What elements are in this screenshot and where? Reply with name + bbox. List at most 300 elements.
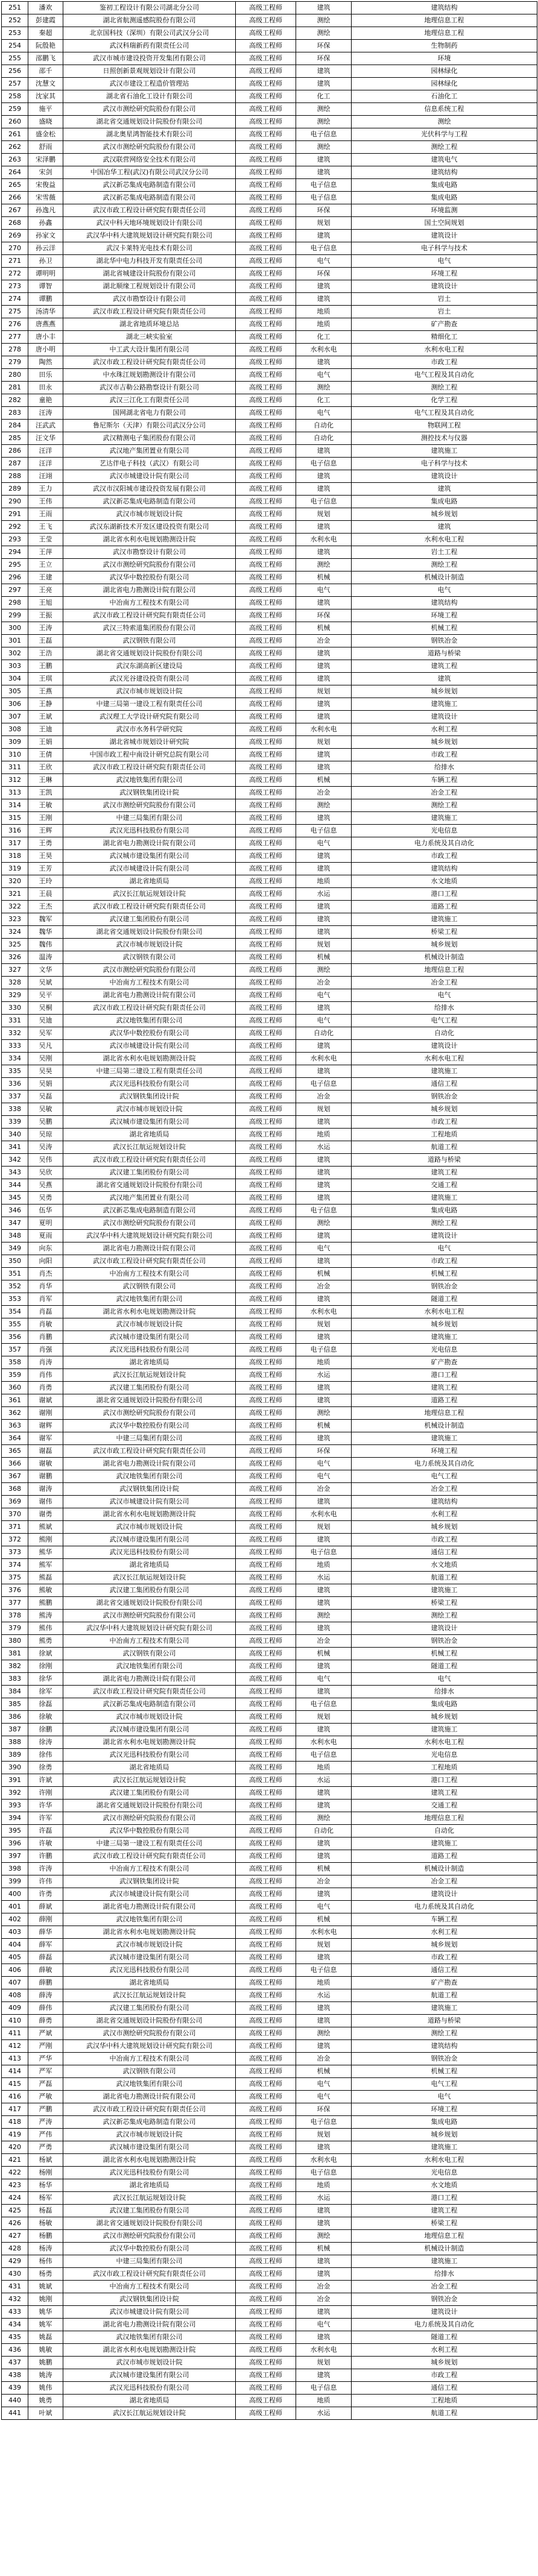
name-cell: 姚敏 xyxy=(28,2344,63,2357)
organization-cell: 武汉长江航运规划设计院 xyxy=(63,1774,236,1787)
category-cell: 建筑 xyxy=(296,78,352,90)
major-cell: 国土空间规划 xyxy=(352,217,537,230)
major-cell: 建筑施工 xyxy=(352,2255,537,2268)
serial-number-cell: 412 xyxy=(2,2040,28,2053)
organization-cell: 湖北省水利水电规划勘测设计院 xyxy=(63,1926,236,1939)
major-cell: 环境 xyxy=(352,52,537,65)
name-cell: 夏明 xyxy=(28,1217,63,1230)
major-cell: 集成电路 xyxy=(352,192,537,204)
organization-cell: 中水珠江规划勘测设计有限公司 xyxy=(63,369,236,382)
name-cell: 严刚 xyxy=(28,2040,63,2053)
serial-number-cell: 286 xyxy=(2,445,28,458)
organization-cell: 湖北华中电力科技开发有限责任公司 xyxy=(63,255,236,268)
table-row xyxy=(2,2306,537,2319)
serial-number-cell: 297 xyxy=(2,584,28,597)
major-cell: 电力系统及其自动化 xyxy=(352,837,537,850)
organization-cell: 武汉市城市规划设计院 xyxy=(63,1318,236,1331)
serial-number-cell: 282 xyxy=(2,394,28,407)
serial-number-cell: 343 xyxy=(2,1167,28,1179)
title-cell: 高级工程师 xyxy=(236,1154,296,1167)
major-cell: 水利水电工程 xyxy=(352,1306,537,1318)
category-cell: 建筑 xyxy=(296,65,352,78)
category-cell: 自动化 xyxy=(296,432,352,445)
major-cell: 工程地质 xyxy=(352,2395,537,2407)
title-cell: 高级工程师 xyxy=(236,1205,296,1217)
category-cell: 建筑 xyxy=(296,356,352,369)
table-row xyxy=(2,1838,537,1850)
title-cell: 高级工程师 xyxy=(236,1394,296,1407)
category-cell: 水利水电 xyxy=(296,1306,352,1318)
title-cell: 高级工程师 xyxy=(236,2192,296,2205)
name-cell: 汪文华 xyxy=(28,432,63,445)
major-cell: 测控技术与仪器 xyxy=(352,432,537,445)
organization-cell: 武汉市勘察设计有限公司 xyxy=(63,293,236,306)
name-cell: 田永 xyxy=(28,382,63,394)
name-cell: 肖磊 xyxy=(28,1306,63,1318)
table-row xyxy=(2,2331,537,2344)
name-cell: 潘欢 xyxy=(28,2,63,14)
organization-cell: 武汉市测绘研究院股份有限公司 xyxy=(63,103,236,116)
category-cell: 电气 xyxy=(296,407,352,420)
table-row xyxy=(2,951,537,964)
category-cell: 建筑 xyxy=(296,1331,352,1344)
organization-cell: 武汉市测绘研究院股份有限公司 xyxy=(63,2230,236,2243)
table-row xyxy=(2,572,537,584)
major-cell: 电气 xyxy=(352,2091,537,2103)
category-cell: 建筑 xyxy=(296,230,352,242)
major-cell: 建筑施工 xyxy=(352,913,537,926)
category-cell: 建筑 xyxy=(296,1724,352,1736)
title-cell: 高级工程师 xyxy=(236,2382,296,2395)
name-cell: 许刚 xyxy=(28,1787,63,1800)
name-cell: 许鹏 xyxy=(28,1850,63,1863)
major-cell: 水利水电工程 xyxy=(352,534,537,546)
table-row xyxy=(2,2091,537,2103)
table-row xyxy=(2,2027,537,2040)
serial-number-cell: 266 xyxy=(2,192,28,204)
organization-cell: 湖北省地质局 xyxy=(63,1977,236,1989)
name-cell: 邵鹏飞 xyxy=(28,52,63,65)
serial-number-cell: 354 xyxy=(2,1306,28,1318)
title-cell: 高级工程师 xyxy=(236,546,296,559)
major-cell: 桥梁工程 xyxy=(352,1597,537,1610)
serial-number-cell: 415 xyxy=(2,2078,28,2091)
organization-cell: 武汉东湖新技术开发区建设投资有限公司 xyxy=(63,521,236,534)
category-cell: 建筑 xyxy=(296,1179,352,1192)
title-cell: 高级工程师 xyxy=(236,166,296,179)
organization-cell: 武汉市政工程设计研究院有限责任公司 xyxy=(63,306,236,318)
serial-number-cell: 263 xyxy=(2,154,28,166)
serial-number-cell: 369 xyxy=(2,1496,28,1508)
major-cell: 建筑设计 xyxy=(352,470,537,483)
name-cell: 谢辉 xyxy=(28,1420,63,1432)
category-cell: 规划 xyxy=(296,1521,352,1534)
serial-number-cell: 262 xyxy=(2,141,28,154)
name-cell: 许磊 xyxy=(28,1825,63,1838)
title-cell: 高级工程师 xyxy=(236,458,296,470)
table-row xyxy=(2,331,537,344)
organization-cell: 武汉钢铁有限公司 xyxy=(63,951,236,964)
title-cell: 高级工程师 xyxy=(236,1369,296,1382)
category-cell: 电气 xyxy=(296,1458,352,1470)
roster-table-body xyxy=(2,2,537,2420)
table-row xyxy=(2,2268,537,2281)
category-cell: 环保 xyxy=(296,609,352,622)
title-cell: 高级工程师 xyxy=(236,1255,296,1268)
table-row xyxy=(2,1470,537,1483)
table-row xyxy=(2,1888,537,1901)
name-cell: 汪武武 xyxy=(28,420,63,432)
category-cell: 规划 xyxy=(296,217,352,230)
title-cell: 高级工程师 xyxy=(236,78,296,90)
name-cell: 吴敏 xyxy=(28,1103,63,1116)
category-cell: 建筑 xyxy=(296,1394,352,1407)
serial-number-cell: 257 xyxy=(2,78,28,90)
category-cell: 电气 xyxy=(296,369,352,382)
organization-cell: 武汉地铁集团有限公司 xyxy=(63,1913,236,1926)
category-cell: 水运 xyxy=(296,1369,352,1382)
name-cell: 姚刚 xyxy=(28,2293,63,2306)
organization-cell: 湖北省电力勘测设计院有限公司 xyxy=(63,837,236,850)
major-cell: 测绘工程 xyxy=(352,141,537,154)
serial-number-cell: 421 xyxy=(2,2154,28,2167)
organization-cell: 湖北省水利水电规划勘测设计院 xyxy=(63,1306,236,1318)
title-cell: 高级工程师 xyxy=(236,1989,296,2002)
table-row xyxy=(2,1534,537,1546)
organization-cell: 湖北省地质局 xyxy=(63,2179,236,2192)
major-cell: 港口工程 xyxy=(352,2192,537,2205)
title-cell: 高级工程师 xyxy=(236,799,296,812)
name-cell: 薛军 xyxy=(28,1939,63,1951)
organization-cell: 武汉市城市规划设计院 xyxy=(63,1103,236,1116)
name-cell: 姚磊 xyxy=(28,2331,63,2344)
organization-cell: 武汉地产集团置业有限公司 xyxy=(63,1192,236,1205)
major-cell: 航道工程 xyxy=(352,1989,537,2002)
title-cell: 高级工程师 xyxy=(236,1458,296,1470)
organization-cell: 中工武大设计集团有限公司 xyxy=(63,344,236,356)
organization-cell: 中冶南方工程技术有限公司 xyxy=(63,1635,236,1648)
table-row xyxy=(2,1192,537,1205)
table-row xyxy=(2,2065,537,2078)
organization-cell: 武汉建工集团股份有限公司 xyxy=(63,2205,236,2217)
category-cell: 地质 xyxy=(296,2179,352,2192)
table-row xyxy=(2,1230,537,1242)
organization-cell: 武汉中科天地环境规划设计有限公司 xyxy=(63,217,236,230)
organization-cell: 武汉光迅科技股份有限公司 xyxy=(63,1546,236,1559)
organization-cell: 武汉华中数控股份有限公司 xyxy=(63,1027,236,1040)
category-cell: 电子信息 xyxy=(296,1749,352,1762)
organization-cell: 中建三局第二建设工程有限责任公司 xyxy=(63,1065,236,1078)
title-cell: 高级工程师 xyxy=(236,1407,296,1420)
table-row xyxy=(2,2205,537,2217)
serial-number-cell: 405 xyxy=(2,1951,28,1964)
table-row xyxy=(2,1521,537,1534)
name-cell: 王建 xyxy=(28,572,63,584)
category-cell: 电气 xyxy=(296,1901,352,1913)
category-cell: 机械 xyxy=(296,774,352,787)
major-cell: 建筑工程 xyxy=(352,1787,537,1800)
name-cell: 王力 xyxy=(28,483,63,496)
organization-cell: 武汉卡莱特光电技术有限公司 xyxy=(63,242,236,255)
table-row xyxy=(2,1926,537,1939)
name-cell: 王斌 xyxy=(28,711,63,723)
organization-cell: 武汉城市建设集团有限公司 xyxy=(63,2141,236,2154)
major-cell: 水利工程 xyxy=(352,2344,537,2357)
title-cell: 高级工程师 xyxy=(236,1850,296,1863)
title-cell: 高级工程师 xyxy=(236,2103,296,2116)
organization-cell: 湖北省水利水电规划勘测设计院 xyxy=(63,1508,236,1521)
major-cell: 电气工程 xyxy=(352,1470,537,1483)
category-cell: 测绘 xyxy=(296,382,352,394)
title-cell: 高级工程师 xyxy=(236,1382,296,1394)
serial-number-cell: 319 xyxy=(2,863,28,875)
title-cell: 高级工程师 xyxy=(236,27,296,40)
serial-number-cell: 398 xyxy=(2,1863,28,1875)
title-cell: 高级工程师 xyxy=(236,14,296,27)
title-cell: 高级工程师 xyxy=(236,850,296,863)
table-row xyxy=(2,1027,537,1040)
table-row xyxy=(2,1242,537,1255)
category-cell: 建筑 xyxy=(296,1622,352,1635)
title-cell: 高级工程师 xyxy=(236,1648,296,1660)
name-cell: 肖军 xyxy=(28,1293,63,1306)
organization-cell: 武汉长江航运规划设计院 xyxy=(63,1989,236,2002)
serial-number-cell: 375 xyxy=(2,1572,28,1584)
major-cell: 建筑结构 xyxy=(352,597,537,609)
table-row xyxy=(2,1749,537,1762)
category-cell: 建筑 xyxy=(296,1230,352,1242)
table-row xyxy=(2,445,537,458)
table-row xyxy=(2,369,537,382)
table-row xyxy=(2,1863,537,1875)
name-cell: 薛磊 xyxy=(28,1951,63,1964)
serial-number-cell: 277 xyxy=(2,331,28,344)
name-cell: 王杰 xyxy=(28,901,63,913)
category-cell: 机械 xyxy=(296,2065,352,2078)
major-cell: 航道工程 xyxy=(352,1141,537,1154)
name-cell: 宋泽鹏 xyxy=(28,154,63,166)
name-cell: 王迪 xyxy=(28,723,63,736)
title-cell: 高级工程师 xyxy=(236,318,296,331)
title-cell: 高级工程师 xyxy=(236,711,296,723)
table-row xyxy=(2,774,537,787)
title-cell: 高级工程师 xyxy=(236,1167,296,1179)
serial-number-cell: 437 xyxy=(2,2357,28,2369)
title-cell: 高级工程师 xyxy=(236,2217,296,2230)
title-cell: 高级工程师 xyxy=(236,1698,296,1711)
major-cell: 隧道工程 xyxy=(352,2331,537,2344)
major-cell: 机械设计制造 xyxy=(352,951,537,964)
title-cell: 高级工程师 xyxy=(236,660,296,673)
serial-number-cell: 382 xyxy=(2,1660,28,1673)
major-cell: 钢铁冶金 xyxy=(352,1280,537,1293)
serial-number-cell: 406 xyxy=(2,1964,28,1977)
major-cell: 市政工程 xyxy=(352,1116,537,1129)
major-cell: 光电信息 xyxy=(352,1749,537,1762)
table-row xyxy=(2,1622,537,1635)
major-cell: 机械设计制造 xyxy=(352,2243,537,2255)
category-cell: 水运 xyxy=(296,2192,352,2205)
name-cell: 肖伟 xyxy=(28,1369,63,1382)
name-cell: 王旭 xyxy=(28,597,63,609)
name-cell: 秦超 xyxy=(28,27,63,40)
organization-cell: 湖北省电力勘测设计院有限公司 xyxy=(63,1458,236,1470)
table-row xyxy=(2,685,537,698)
serial-number-cell: 288 xyxy=(2,470,28,483)
name-cell: 严涛 xyxy=(28,2116,63,2129)
table-row xyxy=(2,609,537,622)
major-cell: 建筑设计 xyxy=(352,2306,537,2319)
major-cell: 水利工程 xyxy=(352,1508,537,1521)
table-row xyxy=(2,1394,537,1407)
category-cell: 建筑 xyxy=(296,1888,352,1901)
table-row xyxy=(2,2344,537,2357)
organization-cell: 武汉市城市规划设计院 xyxy=(63,1521,236,1534)
title-cell: 高级工程师 xyxy=(236,825,296,837)
organization-cell: 湖北省交通规划设计院股份有限公司 xyxy=(63,926,236,939)
category-cell: 机械 xyxy=(296,1420,352,1432)
major-cell: 矿产勘查 xyxy=(352,318,537,331)
table-row xyxy=(2,1584,537,1597)
organization-cell: 武汉城市建设集团有限公司 xyxy=(63,1331,236,1344)
organization-cell: 武汉东湖高新区建设局 xyxy=(63,660,236,673)
name-cell: 肖敏 xyxy=(28,1318,63,1331)
major-cell: 物联网工程 xyxy=(352,420,537,432)
name-cell: 吴桐 xyxy=(28,1002,63,1015)
name-cell: 严华 xyxy=(28,2053,63,2065)
category-cell: 电气 xyxy=(296,1673,352,1686)
serial-number-cell: 289 xyxy=(2,483,28,496)
category-cell: 水利水电 xyxy=(296,1736,352,1749)
category-cell: 冶金 xyxy=(296,1875,352,1888)
category-cell: 测绘 xyxy=(296,1812,352,1825)
name-cell: 吴欣 xyxy=(28,1167,63,1179)
title-cell: 高级工程师 xyxy=(236,2243,296,2255)
category-cell: 电子信息 xyxy=(296,1344,352,1356)
serial-number-cell: 280 xyxy=(2,369,28,382)
organization-cell: 武汉华中数控股份有限公司 xyxy=(63,2243,236,2255)
table-row xyxy=(2,1559,537,1572)
organization-cell: 武汉光迅科技股份有限公司 xyxy=(63,2167,236,2179)
category-cell: 建筑 xyxy=(296,1787,352,1800)
name-cell: 杨斌 xyxy=(28,2154,63,2167)
serial-number-cell: 377 xyxy=(2,1597,28,1610)
title-cell: 高级工程师 xyxy=(236,1268,296,1280)
major-cell: 建筑施工 xyxy=(352,2002,537,2015)
category-cell: 水运 xyxy=(296,888,352,901)
title-cell: 高级工程师 xyxy=(236,1736,296,1749)
table-row xyxy=(2,242,537,255)
name-cell: 王振 xyxy=(28,609,63,622)
category-cell: 建筑 xyxy=(296,521,352,534)
title-cell: 高级工程师 xyxy=(236,2154,296,2167)
name-cell: 吴伟 xyxy=(28,1154,63,1167)
organization-cell: 湖北省电力勘测设计院有限公司 xyxy=(63,989,236,1002)
major-cell: 通信工程 xyxy=(352,2382,537,2395)
name-cell: 徐斌 xyxy=(28,1648,63,1660)
major-cell: 建筑电气 xyxy=(352,154,537,166)
title-cell: 高级工程师 xyxy=(236,204,296,217)
title-cell: 高级工程师 xyxy=(236,749,296,761)
name-cell: 熊磊 xyxy=(28,1572,63,1584)
serial-number-cell: 301 xyxy=(2,635,28,647)
organization-cell: 武汉市政工程设计研究院有限责任公司 xyxy=(63,1154,236,1167)
organization-cell: 湖北省城建设计院股份有限公司 xyxy=(63,268,236,280)
table-row xyxy=(2,1825,537,1838)
table-row xyxy=(2,1255,537,1268)
serial-number-cell: 350 xyxy=(2,1255,28,1268)
major-cell: 机械工程 xyxy=(352,1648,537,1660)
major-cell: 集成电路 xyxy=(352,1698,537,1711)
serial-number-cell: 307 xyxy=(2,711,28,723)
major-cell: 集成电路 xyxy=(352,2116,537,2129)
serial-number-cell: 261 xyxy=(2,128,28,141)
title-cell: 高级工程师 xyxy=(236,2,296,14)
serial-number-cell: 426 xyxy=(2,2217,28,2230)
table-row xyxy=(2,1167,537,1179)
name-cell: 王娟 xyxy=(28,736,63,749)
name-cell: 杨华 xyxy=(28,2179,63,2192)
serial-number-cell: 433 xyxy=(2,2306,28,2319)
category-cell: 测绘 xyxy=(296,2230,352,2243)
serial-number-cell: 326 xyxy=(2,951,28,964)
serial-number-cell: 383 xyxy=(2,1673,28,1686)
title-cell: 高级工程师 xyxy=(236,1875,296,1888)
table-row xyxy=(2,1078,537,1091)
table-row xyxy=(2,1787,537,1800)
title-cell: 高级工程师 xyxy=(236,344,296,356)
major-cell: 市政工程 xyxy=(352,2369,537,2382)
category-cell: 环保 xyxy=(296,2103,352,2116)
organization-cell: 武汉城市建设集团有限公司 xyxy=(63,1116,236,1129)
organization-cell: 湖北省水利水电规划勘测设计院 xyxy=(63,2154,236,2167)
table-row xyxy=(2,1103,537,1116)
name-cell: 姚华 xyxy=(28,2306,63,2319)
major-cell: 钢铁冶金 xyxy=(352,2053,537,2065)
serial-number-cell: 381 xyxy=(2,1648,28,1660)
name-cell: 王敏 xyxy=(28,799,63,812)
title-cell: 高级工程师 xyxy=(236,128,296,141)
category-cell: 电气 xyxy=(296,1242,352,1255)
major-cell: 岩土工程 xyxy=(352,546,537,559)
table-row xyxy=(2,141,537,154)
organization-cell: 武汉市城市规划设计院 xyxy=(63,1939,236,1951)
organization-cell: 武汉钢铁有限公司 xyxy=(63,635,236,647)
name-cell: 许斌 xyxy=(28,1774,63,1787)
title-cell: 高级工程师 xyxy=(236,1913,296,1926)
major-cell: 道路与桥梁 xyxy=(352,647,537,660)
table-row xyxy=(2,2154,537,2167)
serial-number-cell: 284 xyxy=(2,420,28,432)
table-row xyxy=(2,711,537,723)
title-cell: 高级工程师 xyxy=(236,1774,296,1787)
category-cell: 测绘 xyxy=(296,27,352,40)
serial-number-cell: 371 xyxy=(2,1521,28,1534)
name-cell: 孙卫 xyxy=(28,255,63,268)
major-cell: 生物制药 xyxy=(352,40,537,52)
name-cell: 吴凡 xyxy=(28,1040,63,1053)
serial-number-cell: 441 xyxy=(2,2407,28,2420)
name-cell: 王辉 xyxy=(28,825,63,837)
category-cell: 建筑 xyxy=(296,901,352,913)
category-cell: 测绘 xyxy=(296,2027,352,2040)
name-cell: 王琪 xyxy=(28,673,63,685)
name-cell: 严敏 xyxy=(28,2091,63,2103)
table-row xyxy=(2,2116,537,2129)
table-row xyxy=(2,673,537,685)
category-cell: 建筑 xyxy=(296,2306,352,2319)
category-cell: 电子信息 xyxy=(296,2382,352,2395)
